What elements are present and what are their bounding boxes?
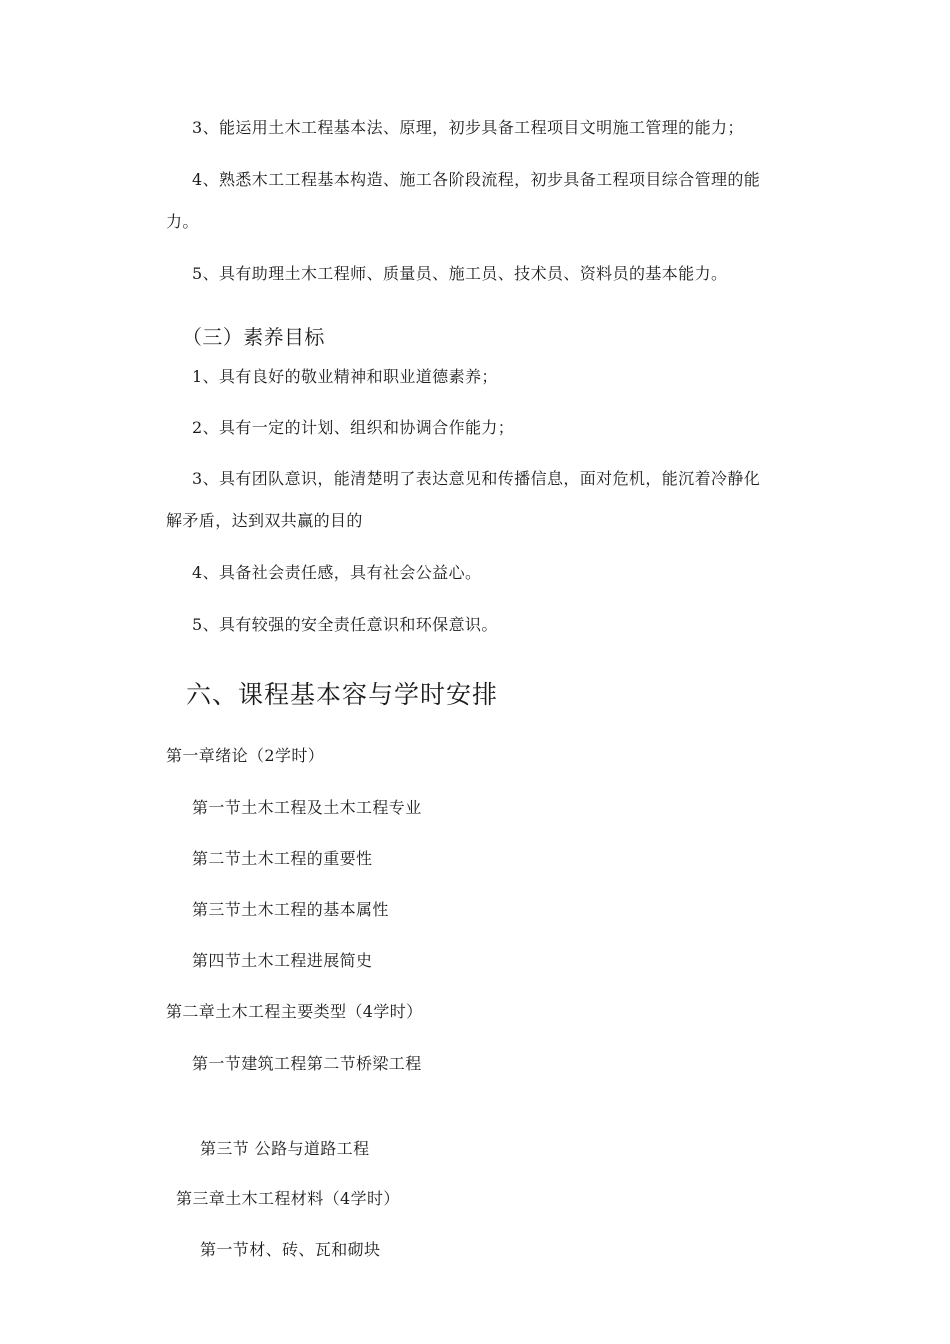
quality-goal-item-5: 5、具有较强的安全责任意识和环保意识。 [192, 615, 498, 634]
chapter-1-section-4: 第四节土木工程进展简史 [192, 951, 373, 970]
chapter-2-section-1: 第一节建筑工程第二节桥梁工程 [192, 1054, 422, 1073]
quality-goal-item-2: 2、具有一定的计划、组织和协调合作能力； [192, 418, 515, 437]
chapter-1-section-2: 第二节土木工程的重要性 [192, 849, 373, 868]
quality-goal-item-1: 1、具有良好的敬业精神和职业道德素养； [192, 367, 498, 386]
chapter-3-section-1: 第一节材、砖、瓦和砌块 [200, 1240, 381, 1259]
chapter-1-title: 第一章绪论（2学时） [166, 746, 325, 765]
skill-goal-item-4-continuation: 力。 [166, 212, 199, 231]
skill-goal-item-4: 4、熟悉木工工程基本构造、施工各阶段流程，初步具备工程项目综合管理的能 [192, 170, 761, 189]
chapter-2-title: 第二章土木工程主要类型（4学时） [166, 1002, 423, 1021]
skill-goal-item-5: 5、具有助理土木工程师、质量员、施工员、技术员、资料员的基本能力。 [192, 264, 728, 283]
course-content-heading: 六、课程基本容与学时安排 [186, 680, 499, 709]
chapter-1-section-3: 第三节土木工程的基本属性 [192, 900, 389, 919]
chapter-1-section-1: 第一节土木工程及土木工程专业 [192, 798, 422, 817]
skill-goal-item-3: 3、能运用土木工程基本法、原理，初步具备工程项目文明施工管理的能力； [192, 118, 744, 137]
chapter-2-section-3: 第三节 公路与道路工程 [200, 1139, 370, 1158]
quality-goal-item-3: 3、具有团队意识，能清楚明了表达意见和传播信息，面对危机，能沉着冷静化 [192, 469, 761, 488]
chapter-3-title: 第三章土木工程材料（4学时） [176, 1189, 400, 1208]
quality-goal-item-3-continuation: 解矛盾，达到双共赢的目的 [166, 511, 363, 530]
quality-goal-item-4: 4、具备社会责任感，具有社会公益心。 [192, 563, 482, 582]
quality-goals-heading: （三）素养目标 [182, 325, 325, 349]
